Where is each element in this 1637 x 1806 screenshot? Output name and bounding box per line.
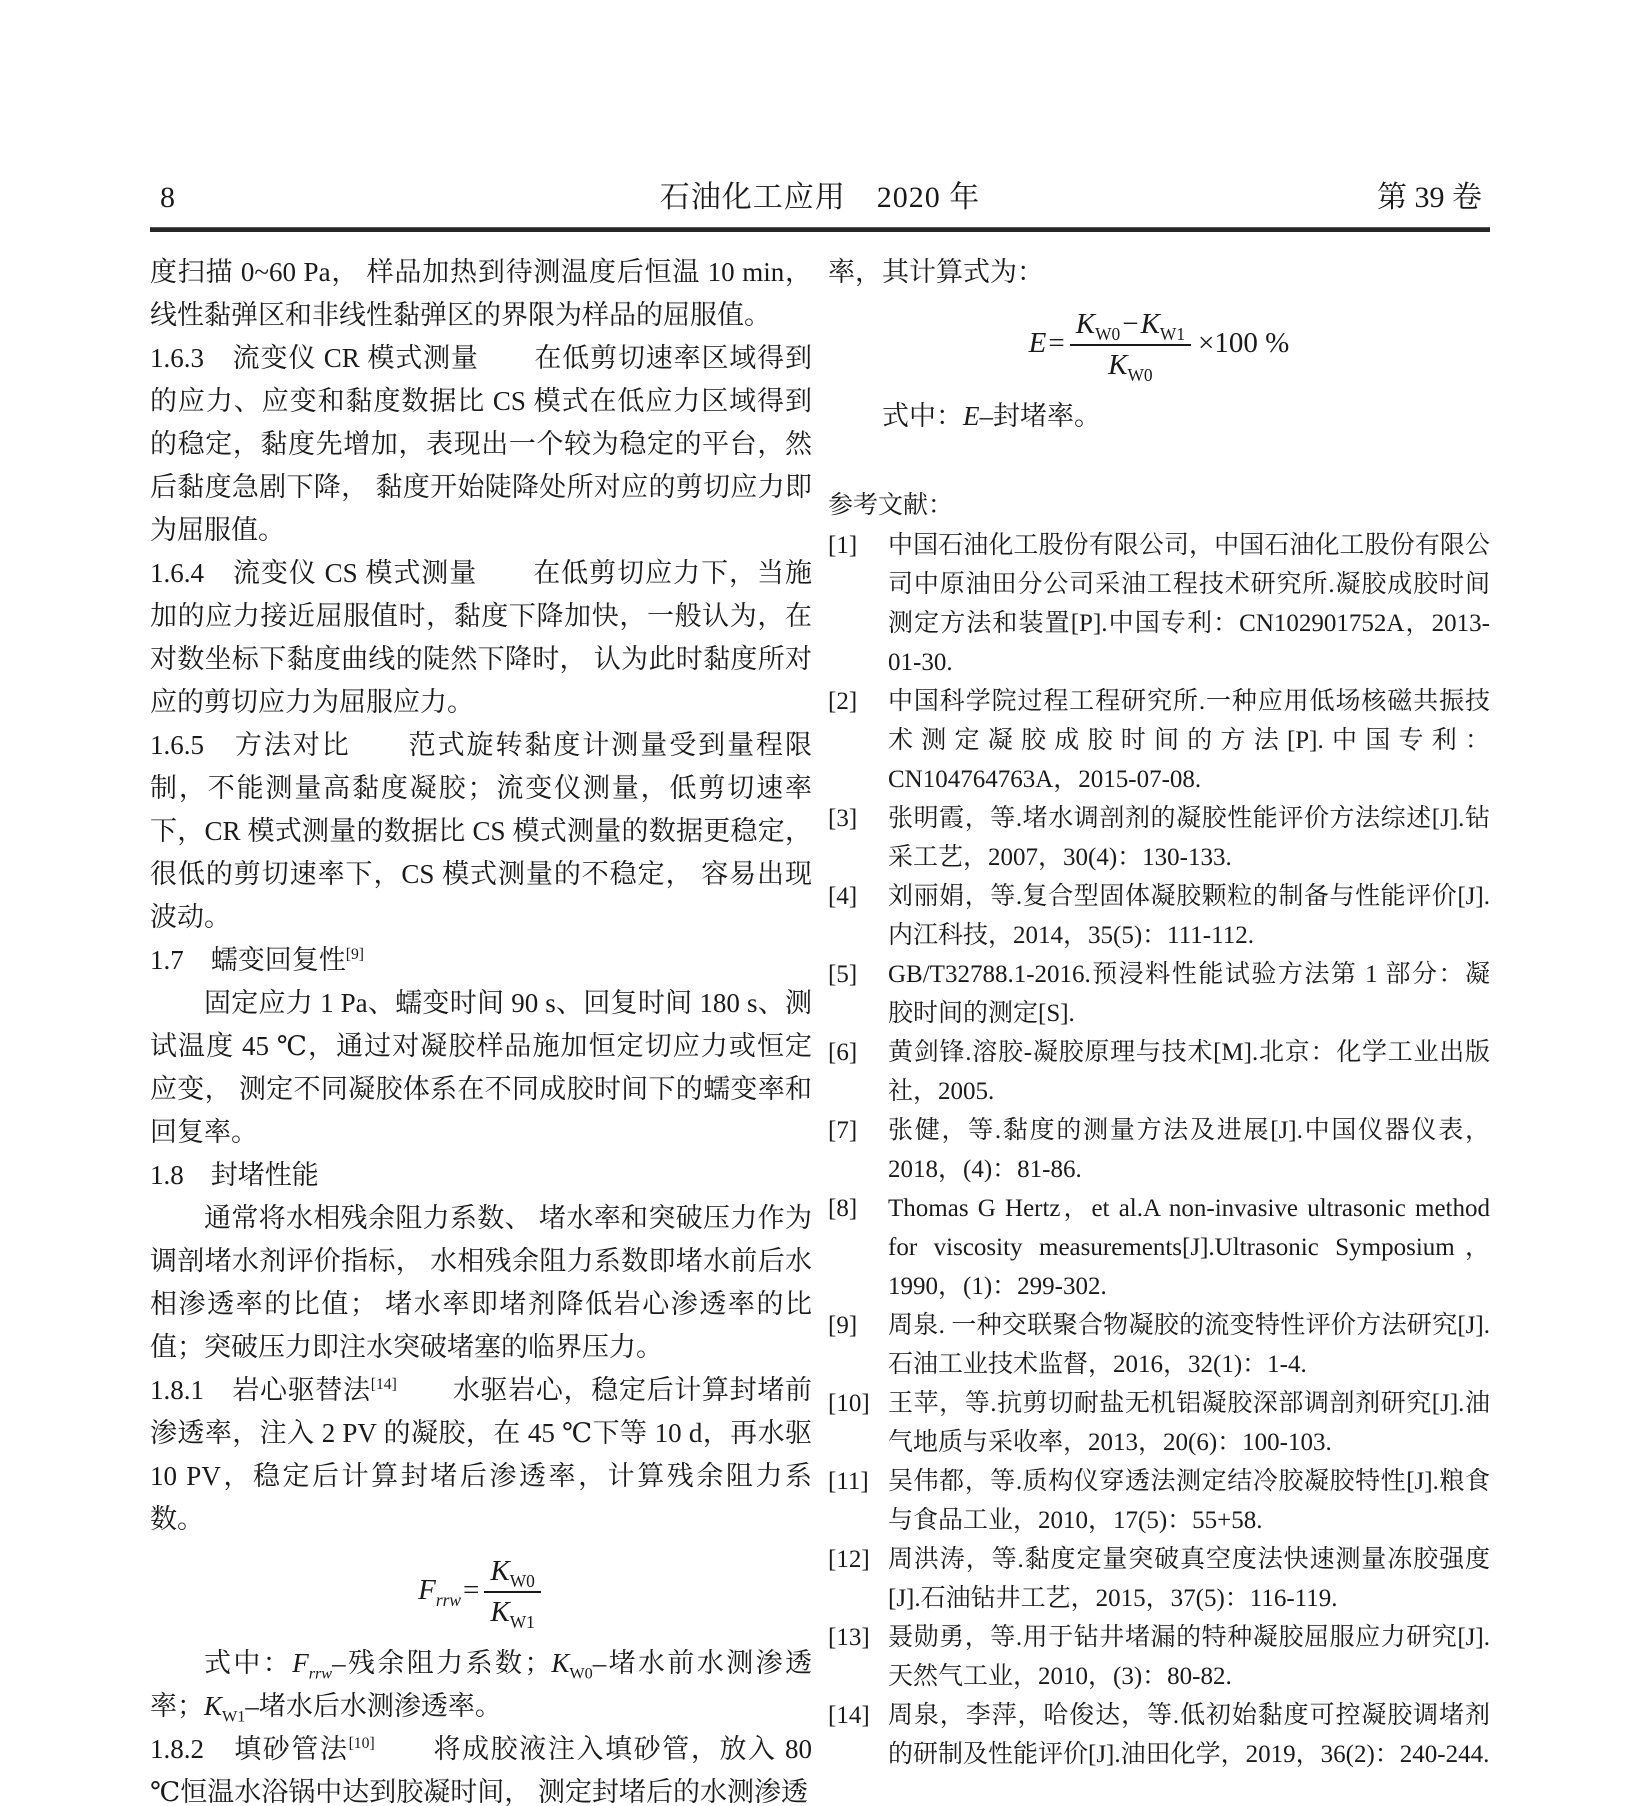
reference-number: [11] xyxy=(828,1467,869,1495)
reference-text: 中国石油化工股份有限公司，中国石油化工股份有限公司中原油田分公司采油工程技术研究所.凝胶成胶时间测定方法和装置[P].中国专利：CN102901752A，2013-01-30. xyxy=(888,531,1490,676)
reference-number: [2] xyxy=(828,687,858,715)
section-1-8-2: 1.8.2 填砂管法[10] 将成胶液注入填砂管，放入 80 ℃恒温水浴锅中达到胶凝时间， 测定封堵后的水测渗透 xyxy=(150,1733,813,1806)
formula-legend-frrw: 式中：$F_{rrw}-$残余阻力系数；$K_{W0}-$堵水前水测渗透率；$K_{W1}-$堵水后水测渗透率。 xyxy=(150,1647,813,1726)
left-column xyxy=(150,251,812,1806)
page-header xyxy=(150,175,1490,221)
reference-item xyxy=(828,682,1490,799)
reference-item xyxy=(828,1618,1490,1696)
reference-text: 聂勋勇，等.用于钻井堵漏的特种凝胶屈服应力研究[J].天然气工业，2010，(3)：80-82. xyxy=(888,1623,1490,1690)
reference-number: [1] xyxy=(828,531,858,559)
reference-number: [6] xyxy=(828,1038,858,1066)
volume-label: 第 39 卷 xyxy=(1377,181,1482,214)
section-1-6-5: 1.6.5 方法对比 范式旋转黏度计测量受到量程限制，不能测量高黏度凝胶；流变仪测量，低剪切速率下，CR 模式测量的数据比 CS 模式测量的数据更稳定，很低的剪切速率下，CS 模式测量的不稳定， 容易出现波动。 xyxy=(150,730,812,932)
fraction: $\frac{K_{W0}}{K_{W1}}$ xyxy=(484,1555,540,1630)
citation-mark: [14] xyxy=(370,1376,397,1393)
paragraph-continuation: 度扫描 0~60 Pa， 样品加热到待测温度后恒温 10 min，线性黏弹区和非线性黏弹区的界限为样品的屈服值。 xyxy=(150,257,812,330)
reference-item xyxy=(828,1306,1490,1384)
reference-number: [13] xyxy=(828,1623,870,1651)
reference-text: 周泉，李萍，哈俊达，等.低初始黏度可控凝胶调堵剂的研制及性能评价[J].油田化学，2019，36(2)：240-244. xyxy=(888,1701,1490,1768)
fraction: $\frac{K_{W0}-K_{W1}}{K_{W0}}$ xyxy=(1070,308,1191,383)
reference-text: 中国科学院过程工程研究所.一种应用低场核磁共振技术测定凝胶成胶时间的方法[P].中国专利：CN104764763A，2015-07-08. xyxy=(888,687,1490,793)
reference-number: [14] xyxy=(828,1701,870,1729)
reference-text: GB/T32788.1-2016.预浸料性能试验方法第 1 部分：凝胶时间的测定[S]. xyxy=(888,960,1490,1027)
reference-number: [9] xyxy=(828,1311,858,1339)
section-1-8-1: 1.8.1 岩心驱替法[14] 水驱岩心，稳定后计算封堵前渗透率，注入 2 PV 的凝胶，在 45 ℃下等 10 d，再水驱 10 PV，稳定后计算封堵后渗透率，计算残余阻力系数。 xyxy=(150,1375,813,1534)
reference-text: Thomas G Hertz，et al.A non-invasive ultrasonic method for viscosity measurements[J].Ultrasonic Symposium，1990，(1)：299-302. xyxy=(888,1194,1490,1300)
reference-item xyxy=(828,526,1490,682)
reference-text: 周泉. 一种交联聚合物凝胶的流变特性评价方法研究[J].石油工业技术监督，2016，32(1)：1-4. xyxy=(888,1311,1490,1378)
journal-title: 石油化工应用 2020 年 xyxy=(659,181,981,214)
reference-item xyxy=(828,1384,1490,1462)
reference-text: 张明霞，等.堵水调剖剂的凝胶性能评价方法综述[J].钻采工艺，2007，30(4)：130-133. xyxy=(888,804,1490,871)
reference-item xyxy=(828,1462,1490,1540)
section-1-6-3: 1.6.3 流变仪 CR 模式测量 在低剪切速率区域得到的应力、应变和黏度数据比 CS 模式在低应力区域得到的稳定，黏度先增加，表现出一个较为稳定的平台，然后黏度急剧下降， 黏度开始陡降处所对应的剪切应力即为屈服值。 xyxy=(150,343,812,545)
right-column xyxy=(828,251,1490,1774)
section-heading-1-8: 1.8 封堵性能 xyxy=(150,1160,319,1190)
formula-variable: E xyxy=(1028,327,1047,359)
reference-item xyxy=(828,877,1490,955)
reference-text: 张健，等.黏度的测量方法及进展[J].中国仪器仪表，2018，(4)：81-86. xyxy=(888,1116,1490,1183)
header-rule xyxy=(150,227,1490,232)
reference-number: [8] xyxy=(828,1194,858,1222)
paragraph-plugging-intro: 通常将水相残余阻力系数、 堵水率和突破压力作为调剖堵水剂评价指标， 水相残余阻力系数即堵水前后水相渗透率的比值； 堵水率即堵剂降低岩心渗透率的比值；突破压力即注水突破堵塞的临界压力。 xyxy=(150,1203,812,1362)
section-heading-1-7: 1.7 蠕变回复性[9] xyxy=(150,945,365,975)
reference-number: [10] xyxy=(828,1389,870,1417)
reference-item xyxy=(828,1540,1490,1618)
reference-number: [3] xyxy=(828,804,858,832)
reference-item xyxy=(828,1033,1490,1111)
reference-item xyxy=(828,1189,1490,1306)
reference-text: 黄剑锋.溶胶-凝胶原理与技术[M].北京：化学工业出版社，2005. xyxy=(888,1038,1490,1105)
paragraph-continuation-right: 率，其计算式为： xyxy=(828,257,1044,287)
citation-mark: [9] xyxy=(345,946,365,963)
reference-text: 吴伟都，等.质构仪穿透法测定结冷胶凝胶特性[J].粮食与食品工业，2010，17(5)：55+58. xyxy=(888,1467,1490,1534)
reference-text: 周洪涛，等.黏度定量突破真空度法快速测量冻胶强度[J].石油钻井工艺，2015，37(5)：116-119. xyxy=(888,1545,1490,1612)
formula-variable: F xyxy=(418,1574,436,1606)
reference-item xyxy=(828,955,1490,1033)
formula-legend-e: 式中：E–封堵率。 xyxy=(882,400,1101,431)
citation-mark: [10] xyxy=(348,1734,375,1752)
page-number: 8 xyxy=(160,181,175,214)
reference-text: 刘丽娟，等.复合型固体凝胶颗粒的制备与性能评价[J].内江科技，2014，35(5)：111-112. xyxy=(888,882,1490,949)
reference-number: [4] xyxy=(828,882,858,910)
references-heading: 参考文献： xyxy=(828,491,954,519)
reference-item xyxy=(828,799,1490,877)
plugging-rate-formula: E= $\frac{K_{W0}-K_{W1}}{K_{W0}}$ ×100 % xyxy=(1028,308,1290,386)
reference-item xyxy=(828,1696,1490,1774)
residual-resistance-formula: $F_{rrw}=$ $\frac{K_{W0}}{K_{W1}}$ xyxy=(150,1555,812,1630)
reference-number: [7] xyxy=(828,1116,858,1144)
reference-text: 王苹，等.抗剪切耐盐无机铝凝胶深部调剖剂研究[J].油气地质与采收率，2013，20(6)：100-103. xyxy=(888,1389,1490,1456)
section-1-6-4: 1.6.4 流变仪 CS 模式测量 在低剪切应力下，当施加的应力接近屈服值时，黏度下降加快，一般认为，在对数坐标下黏度曲线的陡然下降时， 认为此时黏度所对应的剪切应力为屈服应力。 xyxy=(150,558,812,717)
reference-number: [5] xyxy=(828,960,858,988)
reference-number: [12] xyxy=(828,1545,870,1573)
reference-item xyxy=(828,1111,1490,1189)
paragraph-creep-recovery: 固定应力 1 Pa、蠕变时间 90 s、回复时间 180 s、测试温度 45 ℃，通过对凝胶样品施加恒定切应力或恒定应变， 测定不同凝胶体系在不同成胶时间下的蠕变率和回复率。 xyxy=(150,988,812,1147)
